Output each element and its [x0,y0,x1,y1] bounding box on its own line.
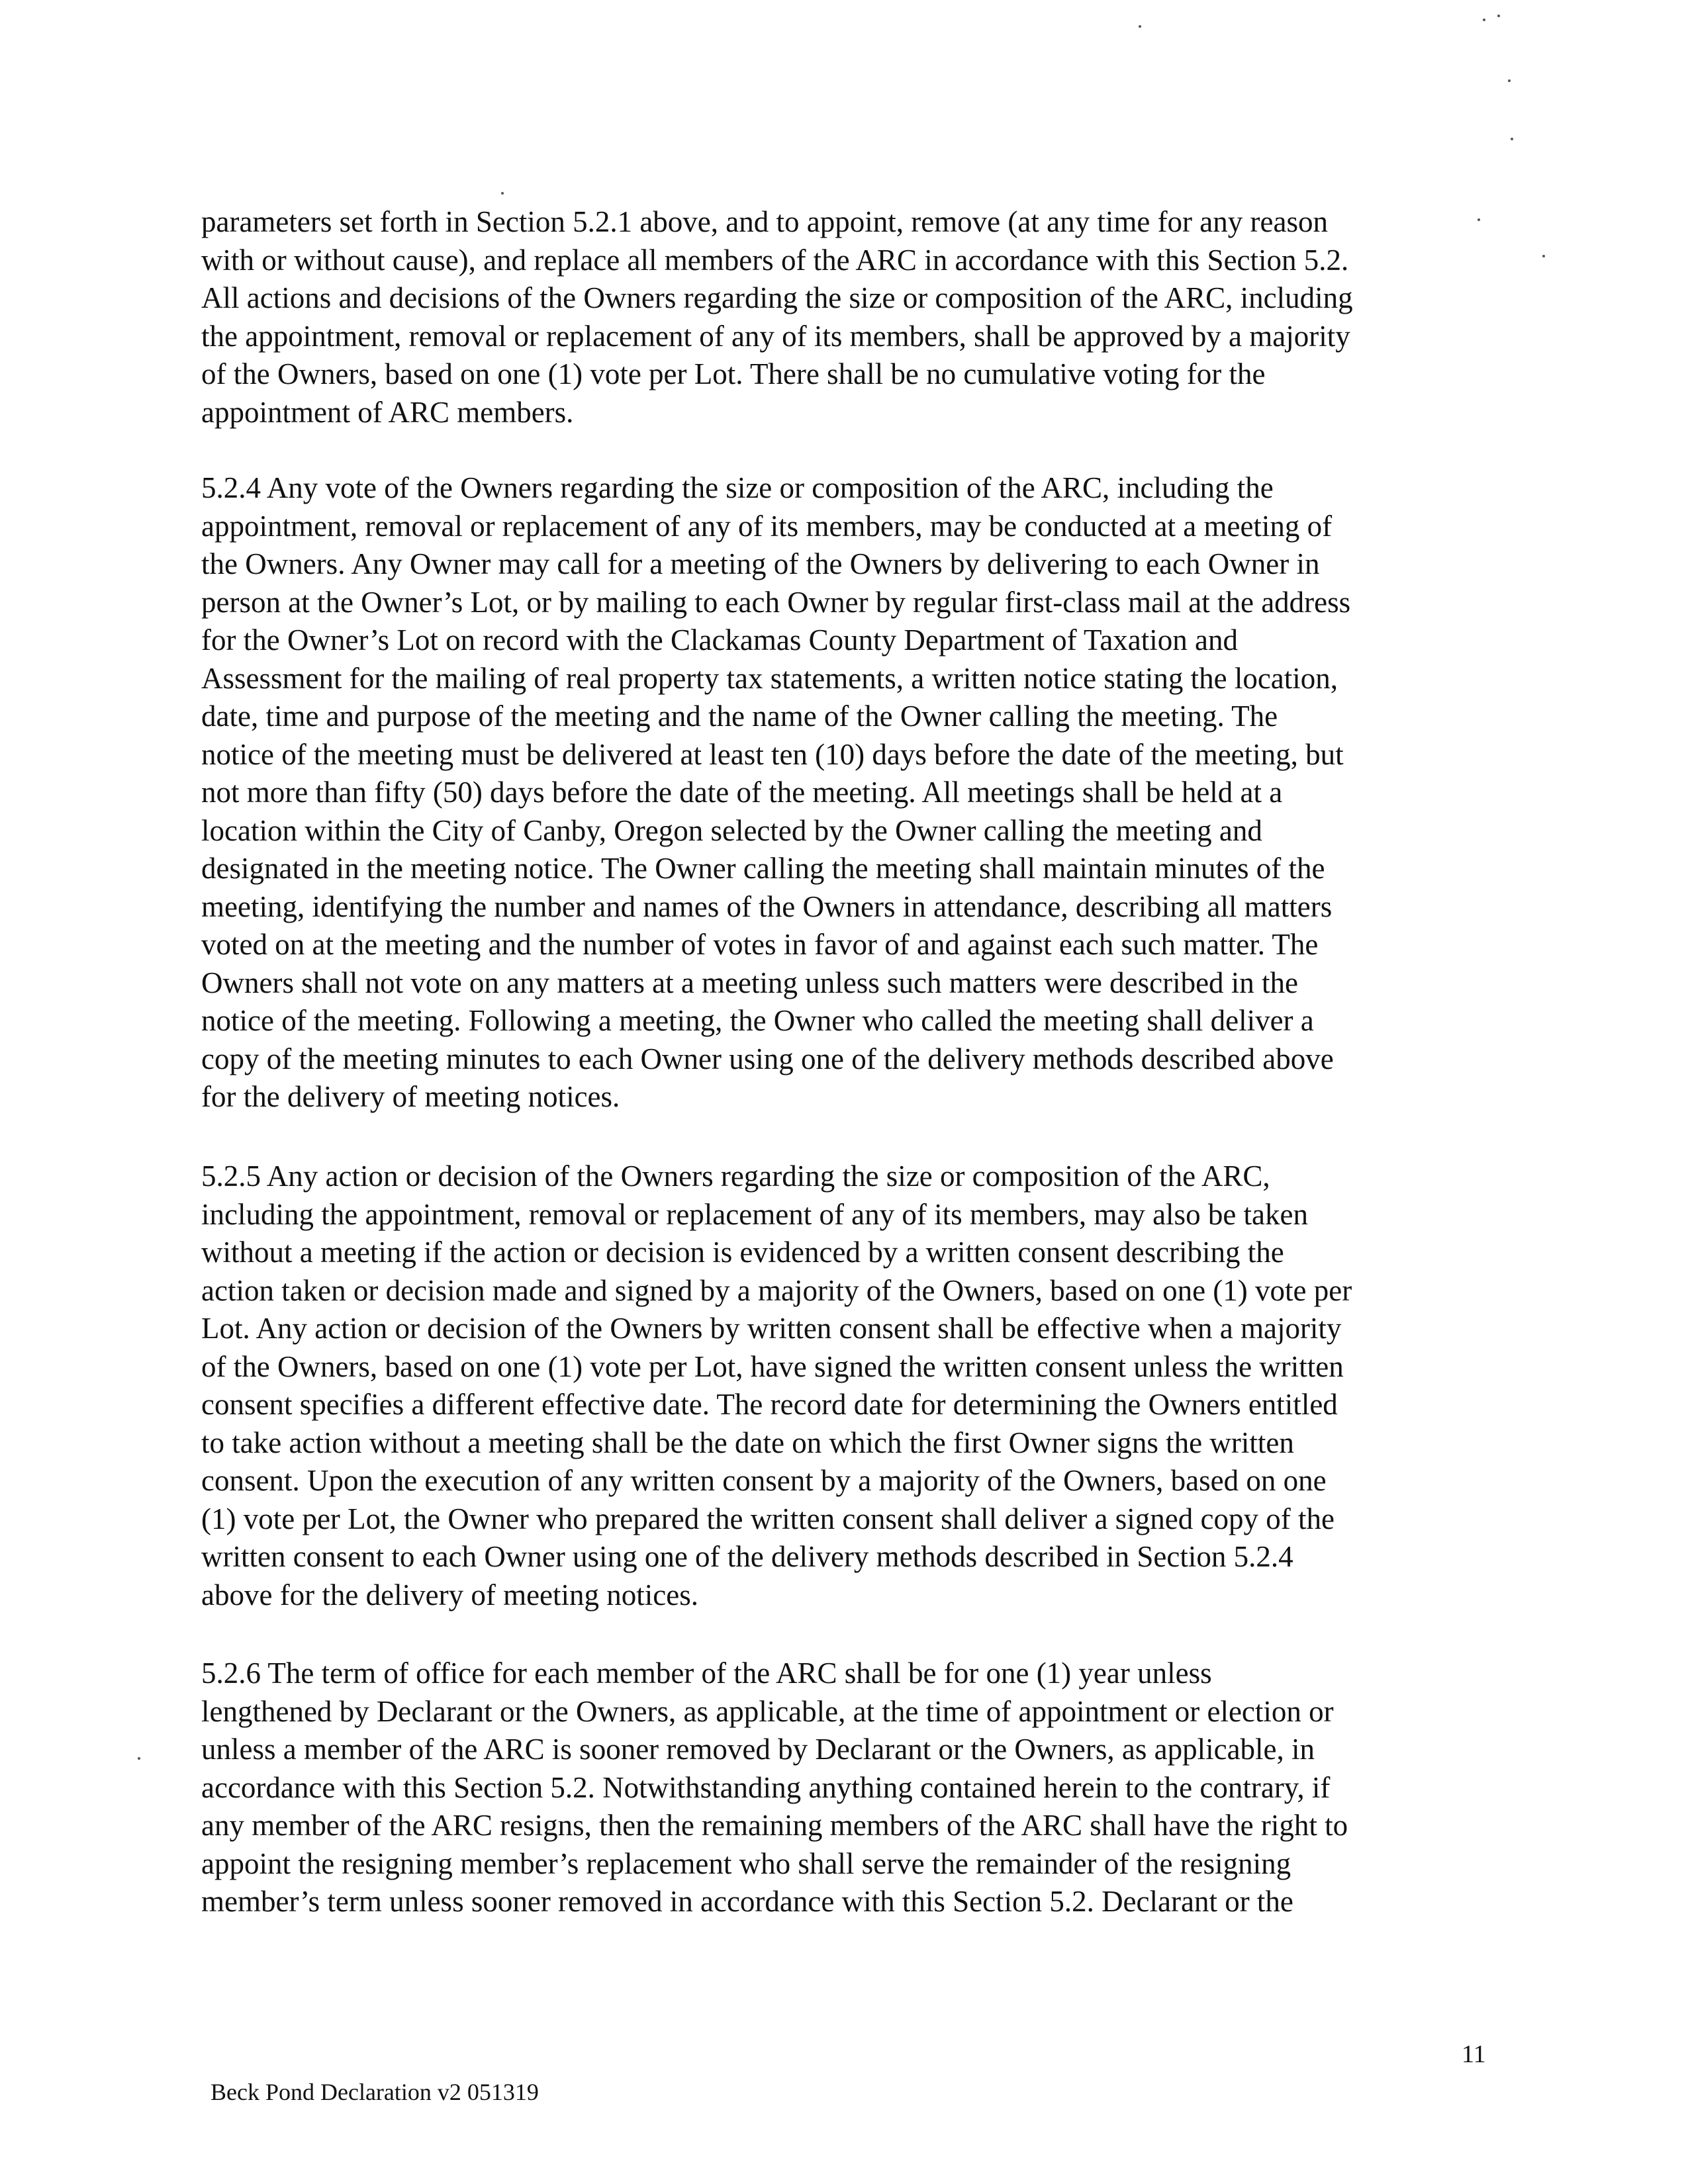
scan-speck [138,1757,140,1760]
scan-speck [1497,15,1500,17]
text-line: 5.2.4 Any vote of the Owners regarding the size or composition of the ARC, including the [201,471,1274,504]
text-line: date, time and purpose of the meeting and the name of the Owner calling the meeting. The [201,700,1278,733]
text-line: appointment, removal or replacement of any of its members, may be conducted at a meeting of [201,509,1333,543]
text-line: parameters set forth in Section 5.2.1 above, and to appoint, remove (at any time for any reason [201,205,1328,238]
text-line: including the appointment, removal or replacement of any of its members, may also be taken [201,1197,1308,1231]
text-line: any member of the ARC resigns, then the remaining members of the ARC shall have the right to [201,1809,1348,1842]
text-line: copy of the meeting minutes to each Owner using one of the delivery methods described above [201,1042,1334,1075]
text-line: meeting, identifying the number and names of the Owners in attendance, describing all matters [201,889,1333,923]
scan-speck [501,192,504,195]
scan-speck [1542,255,1545,257]
section-5-2-6 [201,1655,1499,1921]
scan-speck [1477,218,1480,221]
text-line: notice of the meeting must be delivered at least ten (10) days before the date of the meeting, but [201,737,1344,771]
scan-speck [1511,138,1513,140]
text-line: designated in the meeting notice. The Owner calling the meeting shall maintain minutes of the [201,852,1325,885]
text-line: appointment of ARC members. [201,395,574,429]
text-line: not more than fifty (50) days before the date of the meeting. All meetings shall be held at a [201,776,1283,809]
text-line: the Owners. Any Owner may call for a meeting of the Owners by delivering to each Owner in [201,547,1320,580]
text-line: above for the delivery of meeting notices. [201,1578,698,1612]
text-line: All actions and decisions of the Owners regarding the size or composition of the ARC, including [201,281,1353,314]
text-line: the appointment, removal or replacement of any of its members, shall be approved by a majority [201,319,1350,353]
text-line: action taken or decision made and signed by a majority of the Owners, based on one (1) vote per [201,1273,1352,1307]
paragraph-continuation [201,203,1499,432]
text-line: voted on at the meeting and the number of votes in favor of and against each such matter. The [201,928,1319,961]
section-5-2-4 [201,469,1499,1116]
text-line: consent. Upon the execution of any written consent by a majority of the Owners, based on one [201,1464,1327,1497]
text-line: accordance with this Section 5.2. Notwithstanding anything contained herein to the contrary, if [201,1770,1331,1804]
scan-speck [1508,79,1511,82]
text-line: (1) vote per Lot, the Owner who prepared the written consent shall deliver a signed copy of the [201,1502,1335,1535]
text-line: of the Owners, based on one (1) vote per Lot, have signed the written consent unless the written [201,1349,1344,1383]
text-line: to take action without a meeting shall be the date on which the first Owner signs the written [201,1426,1294,1459]
section-5-2-5 [201,1158,1499,1614]
text-line: without a meeting if the action or decision is evidenced by a written consent describing the [201,1236,1284,1269]
text-line: appoint the resigning member’s replacement who shall serve the remainder of the resigning [201,1846,1291,1880]
text-line: Lot. Any action or decision of the Owners by written consent shall be effective when a majority [201,1312,1342,1345]
text-line: 5.2.5 Any action or decision of the Owners regarding the size or composition of the ARC, [201,1160,1270,1193]
text-line: location within the City of Canby, Oregon selected by the Owner calling the meeting and [201,813,1262,847]
text-line: notice of the meeting. Following a meeting, the Owner who called the meeting shall deliver a [201,1004,1314,1037]
text-line: of the Owners, based on one (1) vote per Lot. There shall be no cumulative voting for the [201,357,1266,390]
scan-speck [1139,25,1141,28]
text-line: 5.2.6 The term of office for each member of the ARC shall be for one (1) year unless [201,1657,1212,1690]
document-footer: Beck Pond Declaration v2 051319 [211,2079,539,2105]
text-line: person at the Owner’s Lot, or by mailing to each Owner by regular first-class mail at the address [201,585,1351,619]
text-line: for the delivery of meeting notices. [201,1080,620,1113]
text-line: for the Owner’s Lot on record with the Clackamas County Department of Taxation and [201,623,1239,657]
text-line: lengthened by Declarant or the Owners, as applicable, at the time of appointment or election or [201,1694,1334,1728]
text-line: written consent to each Owner using one of the delivery methods described in Section 5.2.4 [201,1540,1293,1573]
scan-speck [1483,19,1485,21]
text-line: member’s term unless sooner removed in accordance with this Section 5.2. Declarant or the [201,1885,1293,1918]
text-line: consent specifies a different effective date. The record date for determining the Owners entitled [201,1388,1338,1421]
text-line: Assessment for the mailing of real property tax statements, a written notice stating the location, [201,661,1338,695]
text-line: unless a member of the ARC is sooner removed by Declarant or the Owners, as applicable, in [201,1733,1315,1766]
page-number: 11 [1462,2040,1486,2068]
text-line: Owners shall not vote on any matters at a meeting unless such matters were described in the [201,966,1299,999]
text-line: with or without cause), and replace all members of the ARC in accordance with this Section 5.2. [201,243,1349,277]
